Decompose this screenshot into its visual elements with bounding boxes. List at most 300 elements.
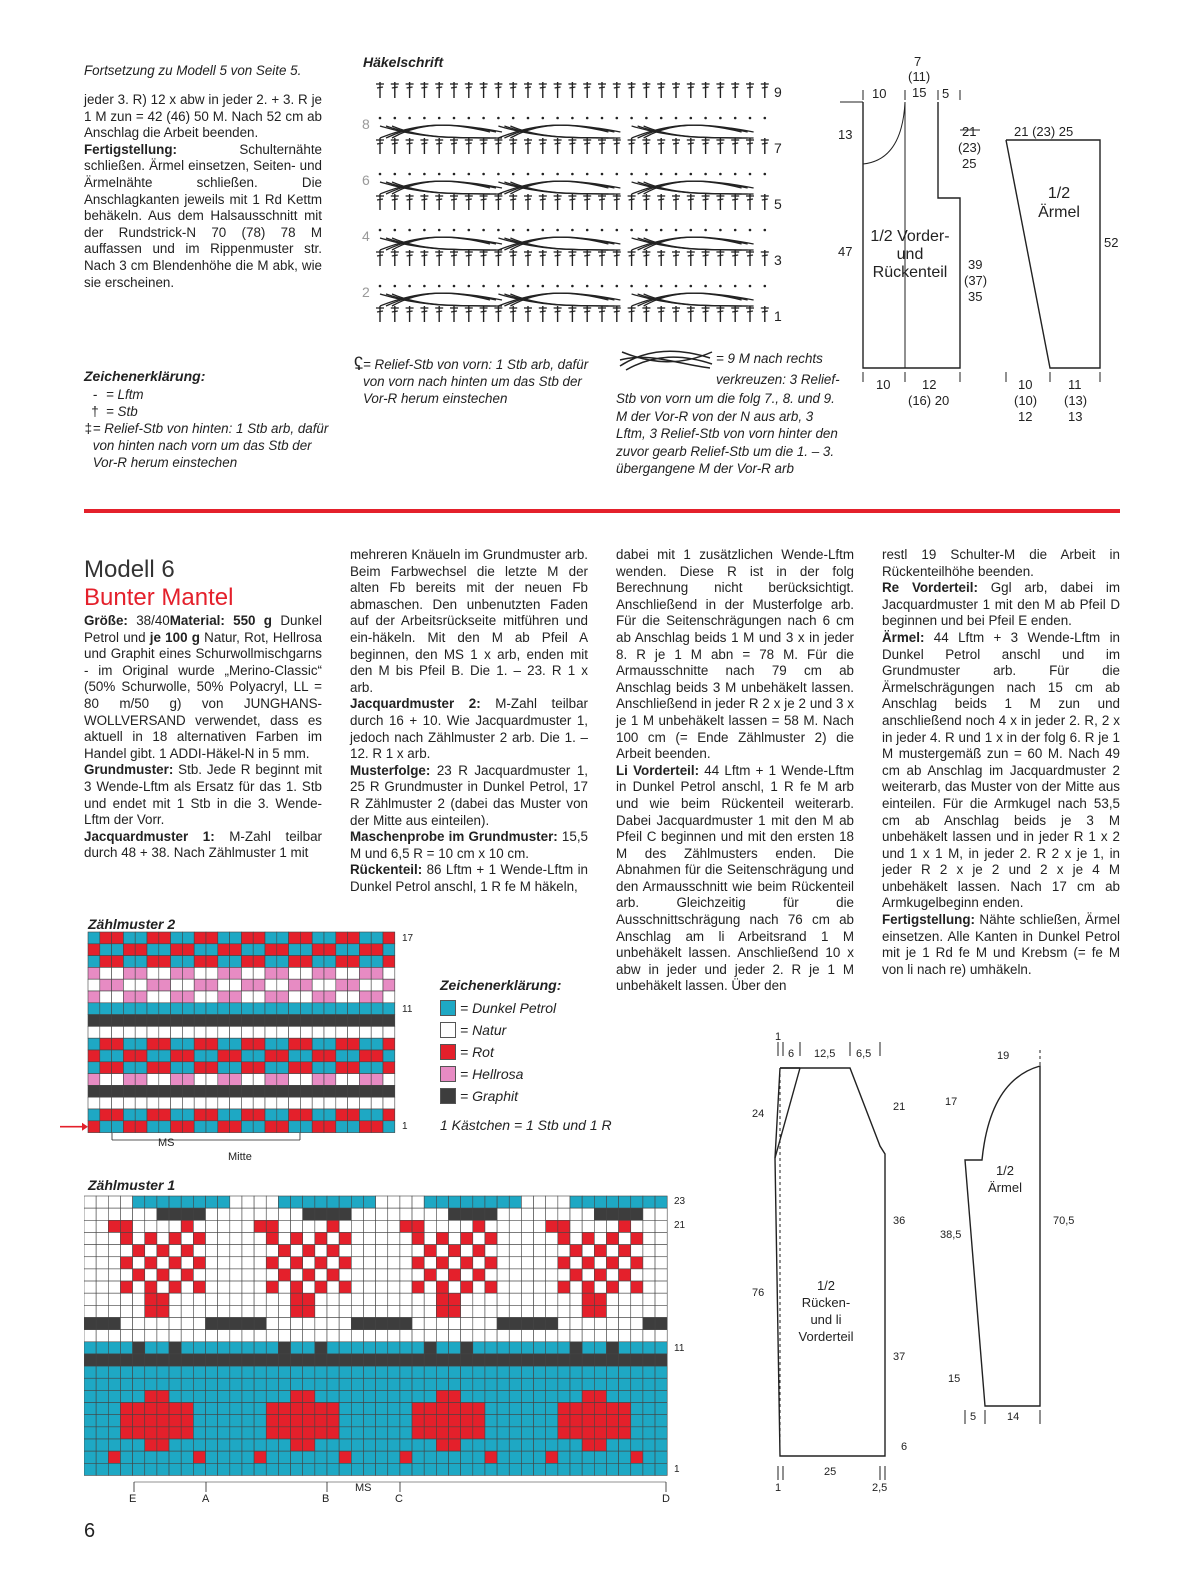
chart-cell [400, 1257, 412, 1269]
stitch-mark [392, 199, 398, 200]
chart-cell [147, 979, 159, 991]
chart-cell [473, 1378, 485, 1390]
chart-cell [449, 1439, 461, 1451]
paragraph-text: Stb. Jede R beginnt mit 3 Wende-Lftm als Ersatz für das 1. Stb und endet mit 1 Stb in die 3. Wende-Lftm der Vorr. [84, 762, 322, 828]
text-column-3 [616, 547, 854, 995]
chart-cell [383, 1074, 395, 1086]
chart-cell [278, 1293, 290, 1305]
chart-cell [546, 1245, 558, 1257]
chart-cell [266, 1390, 278, 1402]
chart-cell [606, 1196, 618, 1208]
chart-cell [241, 1026, 253, 1038]
chain-dot [482, 173, 485, 176]
chart-cell [558, 1196, 570, 1208]
chart-cell [383, 979, 395, 991]
label-line: Ärmel [988, 1180, 1022, 1195]
chart-cell [400, 1378, 412, 1390]
chart-cell [120, 1354, 132, 1366]
chart-cell [230, 1038, 242, 1050]
chart-cell [485, 1293, 497, 1305]
chart-cell [171, 932, 183, 944]
chart-cell [449, 1378, 461, 1390]
chart-cell [400, 1427, 412, 1439]
stitch-mark [407, 255, 413, 256]
chart-cell [371, 1062, 383, 1074]
chart-cell [300, 956, 312, 968]
chart-cell [96, 1354, 108, 1366]
chart-cell [312, 1050, 324, 1062]
chart-cell [241, 967, 253, 979]
chain-dot [719, 229, 722, 232]
chart-cell [277, 1015, 289, 1027]
chart-cell [643, 1330, 655, 1342]
chart-cell [339, 1342, 351, 1354]
chart-cell [348, 991, 360, 1003]
chart-cell [193, 1281, 205, 1293]
chart-cell [303, 1269, 315, 1281]
legend-item: = Stb [106, 404, 138, 419]
chart-cell [570, 1439, 582, 1451]
chart-cell [509, 1354, 521, 1366]
legend-item: = Relief-Stb von hinten: 1 Stb arb, dafür von hinten nach vorn um das Stb der Vor-R herum einstechen [92, 421, 329, 470]
chart-cell [291, 1245, 303, 1257]
text-column-4 [882, 547, 1120, 978]
chart-cell [253, 1085, 265, 1097]
chart-cell [315, 1354, 327, 1366]
chart-cell [135, 1015, 147, 1027]
chart-cell [88, 1003, 100, 1015]
paragraph-text: dabei mit 1 zusätzlichen Wende-Lftm wenden. Diese R ist in der folg Berechnung nicht berücksichtigt. Anschließend in der Musterfolge arb. Für die Seitenschrägungen nach 6 cm ab Anschlag beids 1 M und 3 x in jeder 8. R je 1 M abn = 78 M. Für die Armausschnitte nach 79 cm ab Anschlag beids 3 M unbehäkelt lassen. Anschließend in jeder R 2 x je 2 und 3 x je 1 M unbehäkelt lassen = 58 M. Nach 100 cm (= Ende Zählmuster 2) die Arbeit beenden. [616, 547, 854, 762]
chart-cell [473, 1196, 485, 1208]
chart-cell [351, 1269, 363, 1281]
chart-cell [300, 1015, 312, 1027]
chart-cell [570, 1208, 582, 1220]
dim-label: 6,5 [856, 1048, 872, 1060]
chart-cell [277, 1038, 289, 1050]
chart-cell [253, 944, 265, 956]
continuation-note: Fortsetzung zu Modell 5 von Seite 5. [84, 63, 302, 78]
chart-cell [315, 1305, 327, 1317]
chain-dot [704, 117, 707, 120]
chart-cell [371, 1038, 383, 1050]
chart-cell [169, 1220, 181, 1232]
chart-cell [315, 1220, 327, 1232]
chart-cell [400, 1293, 412, 1305]
chart-cell [120, 1208, 132, 1220]
chart-cell [412, 1281, 424, 1293]
arrow-label: B [322, 1493, 330, 1505]
dim-label: 6 [788, 1048, 795, 1060]
chart-cell [193, 1366, 205, 1378]
chart-cell [582, 1403, 594, 1415]
chart-cell [206, 1427, 218, 1439]
chain-dot [527, 173, 530, 176]
chart-cell [485, 1451, 497, 1463]
chart-cell [485, 1208, 497, 1220]
stitch-mark [569, 143, 575, 144]
chart-cell [631, 1330, 643, 1342]
chart-cell [339, 1196, 351, 1208]
chart-cell [521, 1257, 533, 1269]
chart-cell [461, 1245, 473, 1257]
chart-cell [157, 1318, 169, 1330]
chart-cell [100, 1121, 112, 1133]
chart-cell [485, 1390, 497, 1402]
chart-cell [388, 1463, 400, 1475]
chart-cell [424, 1196, 436, 1208]
chart-cell [371, 944, 383, 956]
chart-cell [388, 1378, 400, 1390]
chart-cell [88, 1109, 100, 1121]
chart-cell [327, 1439, 339, 1451]
chart-cell [509, 1208, 521, 1220]
chart-cell [194, 1026, 206, 1038]
chart-cell [135, 1074, 147, 1086]
chart-cell [120, 1403, 132, 1415]
chart-cell [497, 1208, 509, 1220]
chart-cell [655, 1220, 667, 1232]
chart-cell [253, 956, 265, 968]
chart-cell [509, 1220, 521, 1232]
chain-dot [734, 229, 737, 232]
chart-cell [412, 1257, 424, 1269]
chart-cell [606, 1415, 618, 1427]
chart-cell [242, 1269, 254, 1281]
chart-cell [643, 1281, 655, 1293]
stitch-mark [421, 199, 427, 200]
chart-cell [546, 1378, 558, 1390]
chart-cell [461, 1378, 473, 1390]
chart-cell [412, 1330, 424, 1342]
chart-cell [194, 1074, 206, 1086]
chart-cell [96, 1378, 108, 1390]
stitch-mark [688, 255, 694, 256]
chart-cell [253, 1050, 265, 1062]
chart-cell [278, 1403, 290, 1415]
chart-cell [242, 1281, 254, 1293]
chart-cell [363, 1269, 375, 1281]
chart-cell [315, 1257, 327, 1269]
chart-cell [303, 1342, 315, 1354]
chart-cell [123, 979, 135, 991]
chart-cell [278, 1439, 290, 1451]
chart-cell [351, 1403, 363, 1415]
page-number: 6 [84, 1520, 96, 1542]
stitch-mark [407, 87, 413, 88]
chart-cell [84, 1305, 96, 1317]
chart-cell [388, 1232, 400, 1244]
chart-cell [218, 1330, 230, 1342]
stitch-mark [643, 87, 649, 88]
chart-cell [100, 991, 112, 1003]
chart-cell [436, 1463, 448, 1475]
chart-cell [147, 1074, 159, 1086]
dim-label: 12,5 [814, 1048, 836, 1060]
dim-label: 76 [752, 1287, 765, 1299]
chart-cell [631, 1220, 643, 1232]
chart-cell [147, 1109, 159, 1121]
chart-cell [145, 1318, 157, 1330]
chart-cell [371, 932, 383, 944]
chart-cell [289, 967, 301, 979]
chart-cell [171, 1026, 183, 1038]
legend-cross-c: Stb von vorn um die folg 7., 8. und 9. M der Vor-R von der N aus arb, 3 Lftm, 3 Relief-Stb von vorn hinter den zuvor gearb Relief-Stb um die 1. – 3. übergangene M der Vor-R arb [616, 391, 838, 477]
chart-cell [655, 1208, 667, 1220]
chain-dot [542, 173, 545, 176]
chart-cell [218, 1245, 230, 1257]
chart-cell [303, 1427, 315, 1439]
chart-cell [400, 1245, 412, 1257]
chart-cell [254, 1245, 266, 1257]
chart-cell [521, 1390, 533, 1402]
chart-cell [521, 1220, 533, 1232]
stitch-mark [451, 199, 457, 200]
chart-cell [359, 1074, 371, 1086]
chain-dot [394, 285, 397, 288]
chart-cell [300, 944, 312, 956]
chart-cell [133, 1390, 145, 1402]
chart-cell [336, 944, 348, 956]
chart-cell [194, 1038, 206, 1050]
chart-cell [254, 1439, 266, 1451]
stitch-mark [584, 143, 590, 144]
chart-cell [424, 1390, 436, 1402]
chart-cell [242, 1427, 254, 1439]
stitch-mark [717, 143, 723, 144]
chart-cell [400, 1342, 412, 1354]
chart-cell [300, 979, 312, 991]
chart-cell [147, 991, 159, 1003]
dim-label: 14 [1007, 1411, 1020, 1423]
dim-label: 21 [962, 124, 977, 139]
chart-cell [363, 1257, 375, 1269]
chart-cell [242, 1232, 254, 1244]
chart-cell [359, 1097, 371, 1109]
stitch-mark [451, 143, 457, 144]
chart-cell [135, 1062, 147, 1074]
chart-cell [254, 1366, 266, 1378]
chain-dot [512, 229, 515, 232]
chart-cell [327, 1293, 339, 1305]
stitch-mark [377, 311, 383, 312]
chart-cell [303, 1220, 315, 1232]
chart-cell [181, 1220, 193, 1232]
chart-cell [169, 1293, 181, 1305]
chart-cell [206, 1232, 218, 1244]
chart-cell [147, 1085, 159, 1097]
chart-cell [230, 1097, 242, 1109]
stitch-mark [584, 87, 590, 88]
chart-cell [363, 1330, 375, 1342]
chart-cell [206, 1378, 218, 1390]
chart-cell [655, 1257, 667, 1269]
chart-cell [383, 1050, 395, 1062]
chart-cell [521, 1208, 533, 1220]
chart-cell [112, 1097, 124, 1109]
chart-cell [558, 1281, 570, 1293]
chart-cell [606, 1257, 618, 1269]
chart-cell [388, 1257, 400, 1269]
chart-cell [123, 1050, 135, 1062]
chain-dot [438, 285, 441, 288]
chart-cell [371, 1085, 383, 1097]
bold-lead: Größe: [84, 613, 128, 628]
chart-cell [206, 1015, 218, 1027]
chart-cell [534, 1220, 546, 1232]
chart-cell [619, 1463, 631, 1475]
chart-cell [303, 1281, 315, 1293]
chart-cell [324, 979, 336, 991]
chart-cell [436, 1439, 448, 1451]
chain-dot [675, 285, 678, 288]
chart-cell [473, 1208, 485, 1220]
chart-cell [300, 1062, 312, 1074]
chart-cell [348, 1026, 360, 1038]
chart-cell [230, 956, 242, 968]
stitch-mark [732, 311, 738, 312]
chart-cell [218, 1050, 230, 1062]
chart-cell [147, 1038, 159, 1050]
chart-cell [485, 1378, 497, 1390]
chart-cell [84, 1257, 96, 1269]
chain-dot [630, 229, 633, 232]
chart-cell [266, 1257, 278, 1269]
chart-cell [108, 1366, 120, 1378]
chart-cell [291, 1463, 303, 1475]
chart-cell [147, 1121, 159, 1133]
dim-label: 15 [912, 85, 927, 100]
chart-cell [147, 1015, 159, 1027]
chart-cell [424, 1451, 436, 1463]
chart-cell [376, 1342, 388, 1354]
chart-cell [278, 1318, 290, 1330]
chart-cell [509, 1196, 521, 1208]
chart-cell [594, 1403, 606, 1415]
chart-cell [147, 932, 159, 944]
chart-cell [218, 1026, 230, 1038]
chart-cell [171, 1038, 183, 1050]
chart-cell [315, 1318, 327, 1330]
chart-cell [534, 1366, 546, 1378]
chart-cell [291, 1281, 303, 1293]
legend-cross-a: = 9 M nach rechts [716, 351, 823, 366]
chart-cell [359, 1085, 371, 1097]
chart-cell [521, 1403, 533, 1415]
chart-cell [265, 956, 277, 968]
stitch-mark [466, 255, 472, 256]
chart-cell [218, 1232, 230, 1244]
chart-cell [145, 1354, 157, 1366]
stitch-mark [436, 199, 442, 200]
chart-cell [424, 1403, 436, 1415]
chain-dot [423, 173, 426, 176]
paragraph-text: Dunkel Petrol und [84, 613, 323, 645]
chart-cell [242, 1305, 254, 1317]
chart-cell [147, 967, 159, 979]
chart-cell [266, 1378, 278, 1390]
chart-cell [300, 1121, 312, 1133]
chart-cell [324, 1026, 336, 1038]
chart-cell [291, 1342, 303, 1354]
chart-cell [241, 991, 253, 1003]
chart-cell [206, 1196, 218, 1208]
chart-cell [135, 932, 147, 944]
chart-cell [169, 1208, 181, 1220]
chart-cell [159, 1097, 171, 1109]
chart-cell [88, 1038, 100, 1050]
chart-cell [206, 1305, 218, 1317]
chart-cell [159, 1062, 171, 1074]
chart-cell [339, 1305, 351, 1317]
chart-cell [96, 1403, 108, 1415]
chart-cell [194, 956, 206, 968]
chart-cell [230, 1415, 242, 1427]
chart-cell [133, 1342, 145, 1354]
stitch-mark [407, 143, 413, 144]
stitch-mark [732, 87, 738, 88]
chart-cell [147, 956, 159, 968]
row-label: 11 [674, 1343, 685, 1354]
dim-label: 5 [970, 1411, 977, 1423]
chart-cell [218, 1220, 230, 1232]
chart-cell [145, 1220, 157, 1232]
chart-cell [254, 1232, 266, 1244]
legend-cross-b: verkreuzen: 3 Relief- [716, 372, 840, 387]
chain-dot [630, 285, 633, 288]
chart-cell [436, 1403, 448, 1415]
chart-cell [145, 1390, 157, 1402]
chain-dot [690, 173, 693, 176]
chart-cell [133, 1196, 145, 1208]
chart-cell [218, 1121, 230, 1133]
chart-cell [388, 1390, 400, 1402]
chart-cell [182, 1038, 194, 1050]
chart-cell [182, 1062, 194, 1074]
stitch-mark [629, 311, 635, 312]
chart-cell [218, 956, 230, 968]
chart-cell [424, 1463, 436, 1475]
chart-cell [182, 1097, 194, 1109]
chart-cell [133, 1463, 145, 1475]
chart-cell [327, 1305, 339, 1317]
chart-cell [194, 944, 206, 956]
chart-cell [351, 1318, 363, 1330]
chart-cell [327, 1232, 339, 1244]
chart-cell [289, 1026, 301, 1038]
chart2-title: Zählmuster 2 [88, 916, 176, 932]
chart-cell [371, 1109, 383, 1121]
chart-cell [241, 956, 253, 968]
chart-cell [424, 1257, 436, 1269]
chart-cell [265, 967, 277, 979]
chart-cell [193, 1403, 205, 1415]
chart-cell [619, 1415, 631, 1427]
chain-dot [630, 117, 633, 120]
chart-cell [594, 1415, 606, 1427]
chart-cell [558, 1330, 570, 1342]
chart-cell [558, 1451, 570, 1463]
chart-cell [376, 1366, 388, 1378]
chart-cell [351, 1439, 363, 1451]
chain-dot [749, 173, 752, 176]
dim-label: 17 [945, 1096, 958, 1108]
chart-cell [182, 1109, 194, 1121]
dim-label: (37) [964, 273, 988, 288]
chart-cell [400, 1330, 412, 1342]
chart-cell [570, 1378, 582, 1390]
chart-cell [159, 932, 171, 944]
stitch-mark [673, 143, 679, 144]
